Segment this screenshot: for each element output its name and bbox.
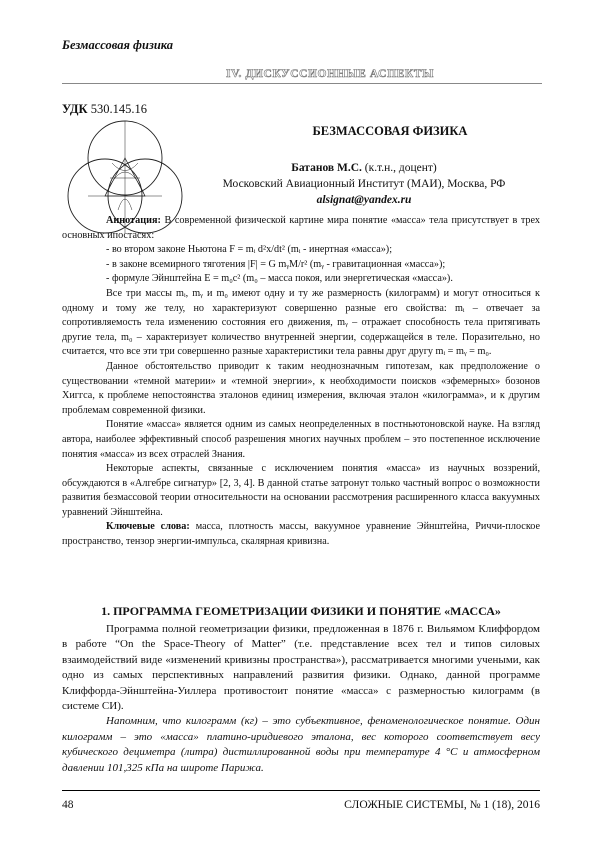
udk-code: [62, 102, 147, 117]
abstract-item: - в законе всемирного тяготения |F| = G mᵧM/r² (mᵧ - гравитационная «масса»);: [106, 258, 446, 270]
section-body: [62, 622, 540, 776]
author-affiliation: Московский Авиационный Институт (МАИ), Москва, РФ: [222, 178, 506, 190]
author-block: [188, 160, 540, 208]
abstract-item: - формуле Эйнштейна E = m₀c² (m₀ – масса покоя, или энергетическая «масса»).: [106, 273, 453, 285]
abstract-label: Аннотация:: [106, 215, 161, 226]
udk-label: УДК: [62, 102, 88, 116]
keywords-text: масса, плотность массы, вакуумное уравнение Эйнштейна, Риччи-плоское пространство, тензор энергии-импульса, скалярная кривизна.: [62, 521, 540, 548]
abstract: [62, 214, 540, 550]
keywords-label: Ключевые слова:: [106, 521, 190, 533]
page-footer: [62, 790, 540, 814]
abstract-intro-text: В современной физической картине мира понятие «масса» тела присутствует в трех основных ипостасях:: [62, 215, 540, 241]
section-paragraph: Программа полной геометризации физики, предложенная в 1876 г. Вильямом Клиффордом в работе “On the Space-Theory of Matter” (т.е. представление всех тел и типов силовых взаимодействий виде «изменений кривизны пространства»), рассматривается многими учеными, как одно из самых перспективных направлений развития физики. Однако, данной программе Клиффорда-Эйнштейна-Уиллера противостоит понятие «масса» с размерностью килограмм (в системе СИ).: [62, 623, 540, 713]
paper-title: БЕЗМАССОВАЯ ФИЗИКА: [312, 124, 468, 138]
author-degree: (к.т.н., доцент): [364, 162, 437, 174]
section-paragraph-italic: Напомним, что килограмм (кг) – это субъективное, феноменологическое понятие. Один килограмм – это «масса» платино-иридиевого эталона, вес которого соответствует весу кубического дециметра (литра) дистиллированной воды при температуре 4 °C и атмосферном давлении 101,325 кПа на широте Парижа.: [62, 715, 540, 774]
abstract-paragraph: Некоторые аспекты, связанные с исключением понятия «масса» из научных воззрений, обсуждаются в «Алгебре сигнатур» [2, 3, 4]. В данной статье затронут только частный вопрос о возможности развития безмассовой теории относительности на основании рассмотрения расширенного класса вакуумных уравнений Эйнштейна.: [62, 463, 540, 518]
abstract-item: - во втором законе Ньютона F = mᵢ d²x/dt² (mᵢ - инертная «масса»);: [106, 244, 393, 256]
running-head: Безмассовая физика: [62, 38, 174, 52]
section-header-title: IV. ДИСКУССИОННЫЕ АСПЕКТЫ: [226, 68, 434, 80]
section-heading: 1. ПРОГРАММА ГЕОМЕТРИЗАЦИИ ФИЗИКИ И ПОНЯТИЕ «МАССА»: [101, 604, 501, 618]
abstract-paragraph: Понятие «масса» является одним из самых неопределенных в постньютоновской науке. На взгляд автора, наиболее эффективный способ разрешения многих научных проблем – это постепенное исключение понятия «масса» из всех отраслей Знания.: [62, 419, 540, 460]
author-email: alsignat@yandex.ru: [316, 194, 412, 206]
section-header-bar: [62, 66, 542, 84]
page-number: 48: [62, 799, 74, 811]
udk-value: 530.145.16: [90, 102, 147, 116]
abstract-intro: [62, 214, 540, 243]
keywords: [62, 520, 540, 549]
abstract-paragraph: Данное обстоятельство приводит к таким неоднозначным гипотезам, как предположение о существовании «темной материи» и «темной энергии», к необходимости поисков «эфемерных» бозонов Хиггса, к проблеме непостоянства эталонов единиц измерения, включая эталон «килограмма», и к другим проблемам современной физики.: [62, 360, 540, 416]
abstract-paragraph: Все три массы mᵢ, mᵧ и m₀ имеют одну и ту же размерность (килограмм) и могут относиться к одному и тому же телу, но характеризуют совершенно разные его свойства: mᵢ – отвечает за сопротивляемость тела изменению состояния его движения, mᵧ – отражает способность тела притягивать другие тела, m₀ – характеризует количество внутренней энергии, содержащейся в теле. Поразительно, но считается, что все эти три совершенно разные характеристики тела равны друг другу mᵢ = mᵧ = m₀.: [62, 287, 540, 358]
author-name: Батанов М.С.: [291, 162, 362, 174]
journal-name: СЛОЖНЫЕ СИСТЕМЫ, № 1 (18), 2016: [344, 799, 540, 811]
